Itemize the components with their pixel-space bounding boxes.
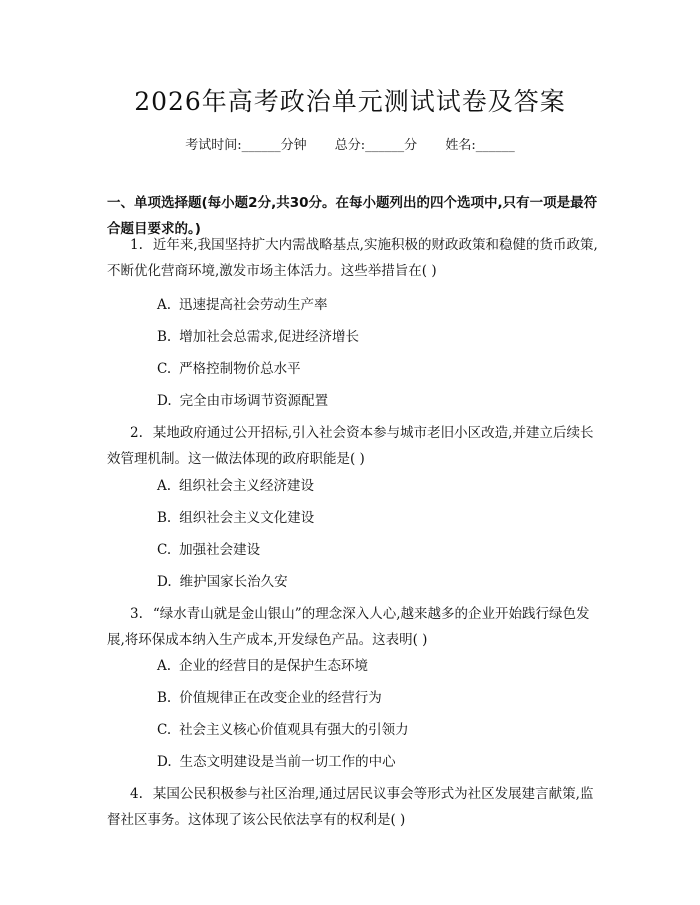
option-label: A.	[157, 478, 172, 494]
question-3	[107, 601, 602, 653]
option-text: 企业的经营目的是保护生态环境	[179, 658, 369, 674]
question-3-option-b	[157, 688, 382, 708]
option-text: 严格控制物价总水平	[179, 361, 301, 377]
option-text: 迅速提高社会劳动生产率	[179, 297, 328, 313]
total-score-field: 总分:______分	[334, 138, 418, 153]
question-1-option-c	[157, 359, 301, 379]
question-number: 2.	[130, 425, 143, 441]
section-header: 一、单项选择题(每小题2分,共30分。在每小题列出的四个选项中,只有一项是最符合题目要求的。)	[107, 195, 598, 237]
option-label: A.	[157, 658, 172, 674]
question-stem: “绿水青山就是金山银山”的理念深入人心,越来越多的企业开始践行绿色发展,将环保成本纳入生产成本,开发绿色产品。这表明( )	[107, 606, 590, 648]
option-text: 价值规律正在改变企业的经营行为	[179, 690, 382, 706]
question-2-option-d	[157, 572, 288, 592]
option-text: 社会主义核心价值观具有强大的引领力	[179, 722, 409, 738]
question-2-option-b	[157, 508, 314, 528]
option-text: 加强社会建设	[179, 542, 261, 558]
option-label: D.	[157, 393, 172, 409]
question-3-option-a	[157, 656, 368, 676]
name-field: 姓名:______	[445, 138, 515, 153]
question-1-option-d	[157, 391, 328, 411]
question-stem: 某地政府通过公开招标,引入社会资本参与城市老旧小区改造,并建立后续长效管理机制。这一做法体现的政府职能是( )	[107, 425, 594, 467]
question-stem: 近年来,我国坚持扩大内需战略基点,实施积极的财政政策和稳健的货币政策,不断优化营商环境,激发市场主体活力。这些举措旨在( )	[107, 237, 598, 279]
question-stem: 某国公民积极参与社区治理,通过居民议事会等形式为社区发展建言献策,监督社区事务。这体现了该公民依法享有的权利是( )	[107, 786, 594, 828]
question-4	[107, 781, 602, 833]
question-2-option-a	[157, 476, 314, 496]
page-title: 2026年高考政治单元测试试卷及答案	[134, 87, 566, 116]
option-text: 完全由市场调节资源配置	[179, 393, 329, 409]
exam-meta	[0, 134, 700, 153]
question-2	[107, 420, 602, 472]
question-3-option-d	[157, 752, 396, 772]
question-1-option-b	[157, 327, 359, 347]
question-1-option-a	[157, 295, 328, 315]
option-label: B.	[157, 510, 172, 526]
option-label: C.	[157, 722, 172, 738]
question-2-option-c	[157, 540, 260, 560]
option-text: 维护国家长治久安	[179, 574, 288, 590]
option-text: 增加社会总需求,促进经济增长	[179, 329, 360, 345]
question-number: 3.	[130, 606, 143, 622]
option-text: 组织社会主义经济建设	[179, 478, 315, 494]
option-label: D.	[157, 574, 172, 590]
option-text: 生态文明建设是当前一切工作的中心	[179, 754, 396, 770]
exam-time-field: 考试时间:______分钟	[185, 138, 307, 153]
option-label: C.	[157, 542, 172, 558]
option-label: A.	[157, 297, 172, 313]
option-text: 组织社会主义文化建设	[179, 510, 315, 526]
option-label: B.	[157, 690, 172, 706]
option-label: D.	[157, 754, 172, 770]
option-label: B.	[157, 329, 172, 345]
question-1	[107, 232, 602, 284]
option-label: C.	[157, 361, 172, 377]
question-3-option-c	[157, 720, 409, 740]
question-number: 1.	[130, 237, 143, 253]
question-number: 4.	[130, 786, 143, 802]
